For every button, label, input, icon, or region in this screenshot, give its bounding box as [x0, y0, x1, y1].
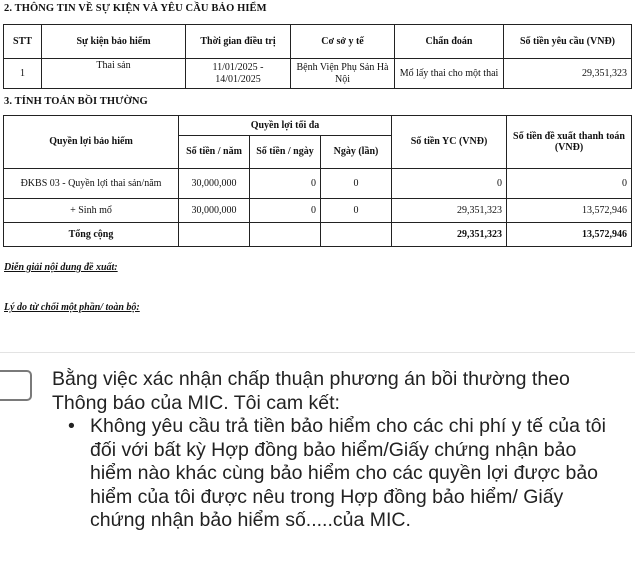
total-empty	[250, 223, 321, 247]
cell-proposed: 13,572,946	[507, 199, 632, 223]
cell-event: Thai sản	[42, 59, 186, 89]
consent-intro: Bằng việc xác nhận chấp thuận phương án bồi thường theo Thông báo của MIC. Tôi cam kết:	[52, 368, 570, 414]
header-max-benefit: Quyền lợi tối đa	[179, 116, 392, 136]
table-row	[4, 169, 632, 199]
cell-per-year: 30,000,000	[179, 199, 250, 223]
cell-facility: Bệnh Viện Phụ Sản Hà Nội	[291, 59, 395, 89]
cell-per-day: 0	[250, 169, 321, 199]
cell-benefit: + Sinh mổ	[4, 199, 179, 223]
total-label: Tổng cộng	[4, 223, 179, 247]
cell-diagnosis: Mổ lấy thai cho một thai	[395, 59, 504, 89]
cell-days: 0	[321, 199, 392, 223]
list-item: • Không yêu cầu trả tiền bảo hiểm cho các chi phí y tế của tôi đối với bất kỳ Hợp đồng bảo hiểm/Giấy chứng nhận bảo hiểm nào khác cùng bảo hiểm cho các quyền lợi được bảo hiểm của tôi được nêu trong Hợp đồng bảo hiểm/ Giấy chứng nhận bảo hiểm số.....của MIC.	[52, 415, 624, 533]
header-benefit: Quyền lợi bảo hiểm	[4, 116, 179, 169]
total-empty	[179, 223, 250, 247]
header-diagnosis: Chẩn đoán	[395, 25, 504, 59]
event-table-row	[4, 59, 632, 89]
section-divider	[0, 352, 635, 353]
header-stt: STT	[4, 25, 42, 59]
header-days: Ngày (lần)	[321, 136, 392, 169]
cell-days: 0	[321, 169, 392, 199]
cell-per-day: 0	[250, 199, 321, 223]
rejection-reason-label: Lý do từ chối một phần/ toàn bộ:	[4, 302, 140, 313]
cell-requested: 29,351,323	[392, 199, 507, 223]
total-proposed: 13,572,946	[507, 223, 632, 247]
total-row	[4, 223, 632, 247]
header-treatment-time: Thời gian điều trị	[186, 25, 291, 59]
header-proposed: Số tiền đề xuất thanh toán (VNĐ)	[507, 116, 632, 169]
header-requested: Số tiền YC (VNĐ)	[392, 116, 507, 169]
explanation-label: Diễn giải nội dung đề xuất:	[4, 262, 118, 273]
consent-text	[52, 368, 624, 533]
cell-proposed: 0	[507, 169, 632, 199]
event-table	[3, 24, 632, 89]
header-facility: Cơ sở y tế	[291, 25, 395, 59]
section2-title: 2. THÔNG TIN VỀ SỰ KIỆN VÀ YÊU CẦU BẢO HIỂM	[4, 3, 267, 14]
cell-claim-amount: 29,351,323	[504, 59, 632, 89]
cell-benefit: ĐKBS 03 - Quyền lợi thai sản/năm	[4, 169, 179, 199]
table-row	[4, 199, 632, 223]
section3-title: 3. TÍNH TOÁN BỒI THƯỜNG	[4, 96, 148, 107]
total-requested: 29,351,323	[392, 223, 507, 247]
calc-header-row-1	[4, 116, 632, 136]
event-table-header	[4, 25, 632, 59]
cell-stt: 1	[4, 59, 42, 89]
header-per-year: Số tiền / năm	[179, 136, 250, 169]
cell-requested: 0	[392, 169, 507, 199]
calculation-table	[3, 115, 632, 247]
cell-treatment-time: 11/01/2025 - 14/01/2025	[186, 59, 291, 89]
cell-per-year: 30,000,000	[179, 169, 250, 199]
consent-checkbox[interactable]	[0, 370, 32, 401]
header-claim-amount: Số tiền yêu cầu (VNĐ)	[504, 25, 632, 59]
header-per-day: Số tiền / ngày	[250, 136, 321, 169]
consent-list	[52, 415, 624, 533]
header-event: Sự kiện bảo hiểm	[42, 25, 186, 59]
total-empty	[321, 223, 392, 247]
